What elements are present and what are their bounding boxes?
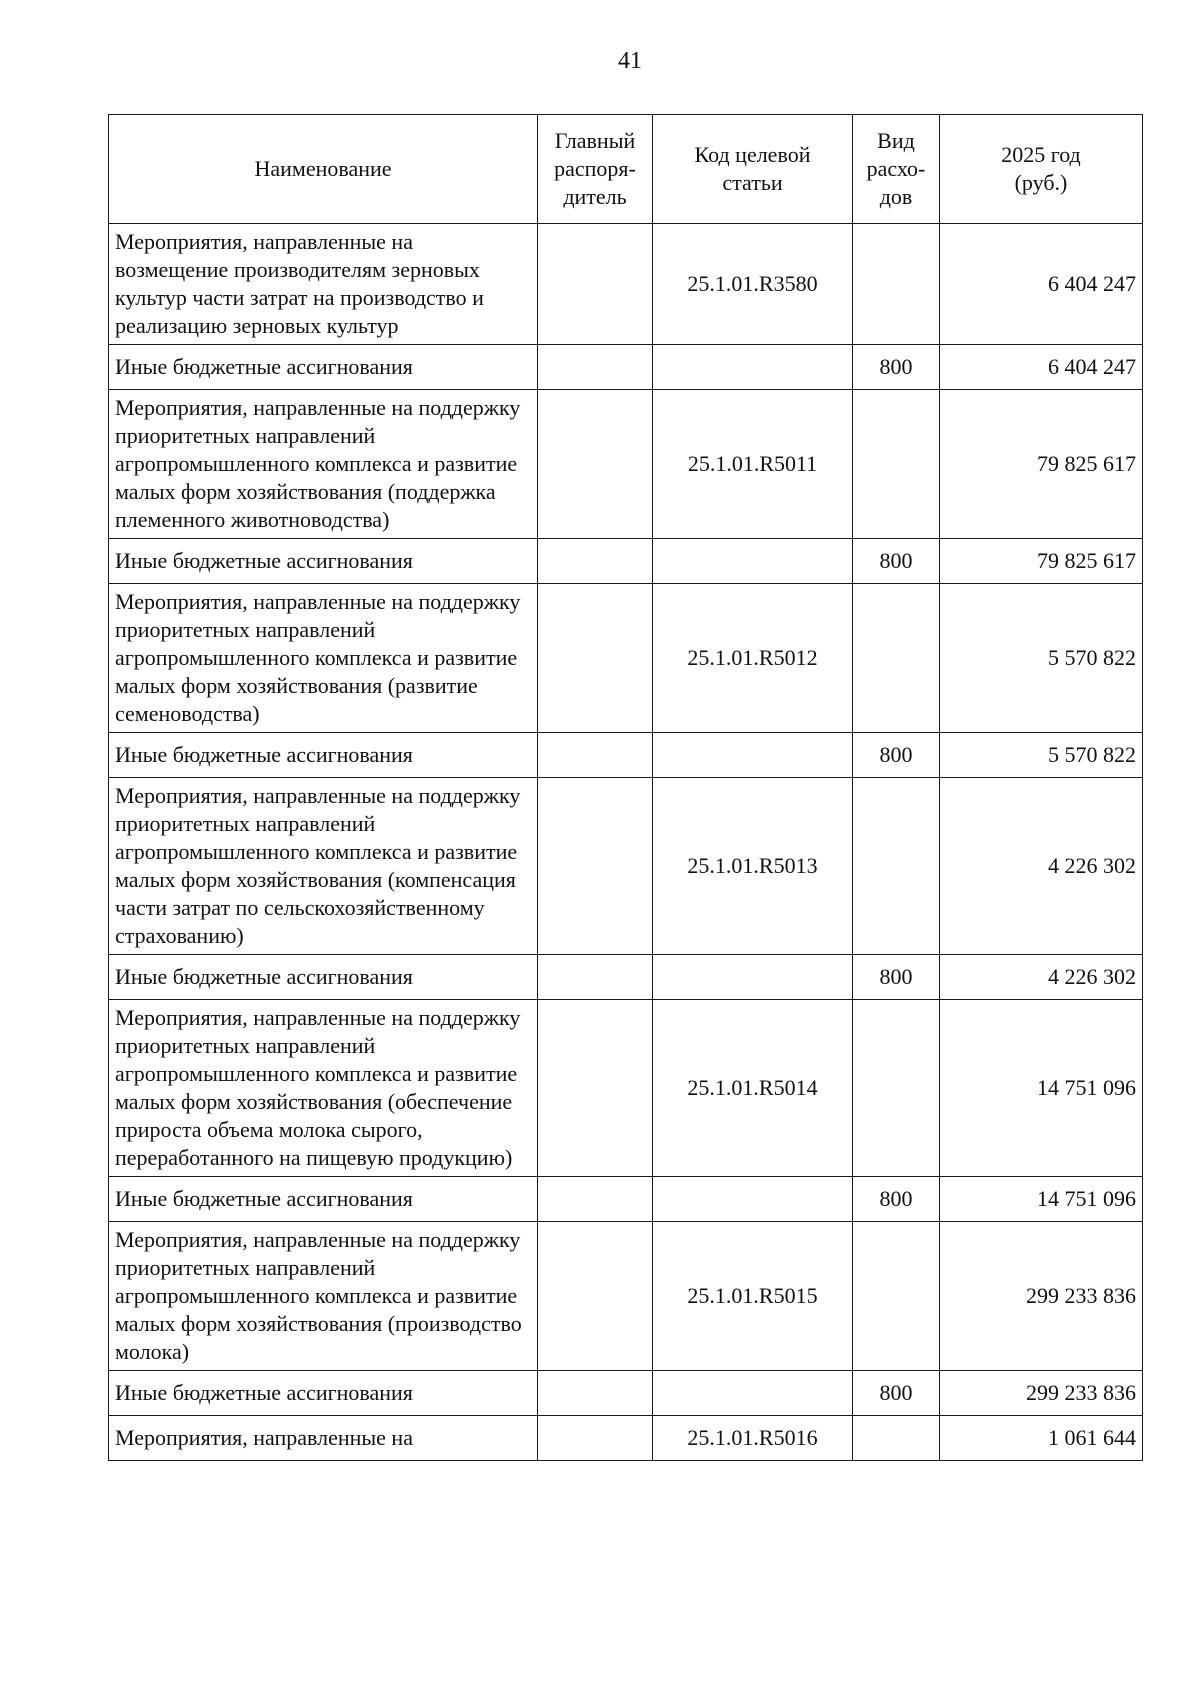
- row-expense-type: [853, 584, 940, 733]
- row-target-code: 25.1.01.R5014: [653, 1000, 853, 1177]
- row-amount: 79 825 617: [940, 390, 1143, 539]
- row-name: Иные бюджетные ассигнования: [109, 733, 538, 778]
- row-name: Мероприятия, направленные на: [109, 1416, 538, 1461]
- row-expense-type: [853, 390, 940, 539]
- table-row: [109, 224, 1143, 345]
- row-target-code: 25.1.01.R5016: [653, 1416, 853, 1461]
- row-target-code: [653, 345, 853, 390]
- row-amount: 4 226 302: [940, 778, 1143, 955]
- row-expense-type: 800: [853, 955, 940, 1000]
- header-main-manager: [538, 115, 653, 224]
- header-expense-type: [853, 115, 940, 224]
- row-target-code: 25.1.01.R5015: [653, 1222, 853, 1371]
- row-amount: 299 233 836: [940, 1222, 1143, 1371]
- row-target-code: [653, 539, 853, 584]
- row-name: Иные бюджетные ассигнования: [109, 1371, 538, 1416]
- table-row: [109, 955, 1143, 1000]
- header-year-line: (руб.): [1014, 170, 1068, 195]
- table-row: [109, 1177, 1143, 1222]
- row-main-manager: [538, 390, 653, 539]
- row-name: Мероприятия, направленные на поддержку приоритетных направлений агропромышленного комплекса и развитие малых форм хозяйствования (обеспечение прироста объема молока сырого, переработанного на пищевую продукцию): [109, 1000, 538, 1177]
- header-target-code-line: статьи: [722, 170, 783, 195]
- header-expense-type-line: расхо-: [866, 156, 926, 181]
- row-target-code: [653, 1177, 853, 1222]
- row-main-manager: [538, 955, 653, 1000]
- row-amount: 299 233 836: [940, 1371, 1143, 1416]
- budget-table: [108, 114, 1143, 1461]
- row-target-code: 25.1.01.R5013: [653, 778, 853, 955]
- row-expense-type: [853, 1416, 940, 1461]
- row-target-code: [653, 955, 853, 1000]
- header-main-manager-line: дитель: [563, 184, 627, 209]
- header-name-label: Наименование: [254, 156, 392, 181]
- row-target-code: [653, 733, 853, 778]
- row-expense-type: [853, 1000, 940, 1177]
- table-row: [109, 1371, 1143, 1416]
- row-name: Иные бюджетные ассигнования: [109, 955, 538, 1000]
- row-name: Мероприятия, направленные на поддержку приоритетных направлений агропромышленного комплекса и развитие малых форм хозяйствования (компенсация части затрат по сельскохозяйственному страхованию): [109, 778, 538, 955]
- header-main-manager-line: Главный: [554, 128, 636, 153]
- row-amount: 14 751 096: [940, 1000, 1143, 1177]
- row-expense-type: 800: [853, 1177, 940, 1222]
- table-row: [109, 390, 1143, 539]
- header-expense-type-line: Вид: [877, 128, 915, 153]
- row-name: Мероприятия, направленные на возмещение производителям зерновых культур части затрат на производство и реализацию зерновых культур: [109, 224, 538, 345]
- table-row: [109, 1222, 1143, 1371]
- table-row: [109, 778, 1143, 955]
- header-target-code: [653, 115, 853, 224]
- row-amount: 4 226 302: [940, 955, 1143, 1000]
- row-target-code: 25.1.01.R5011: [653, 390, 853, 539]
- row-name: Иные бюджетные ассигнования: [109, 1177, 538, 1222]
- row-main-manager: [538, 1371, 653, 1416]
- row-name: Мероприятия, направленные на поддержку приоритетных направлений агропромышленного комплекса и развитие малых форм хозяйствования (поддержка племенного животноводства): [109, 390, 538, 539]
- row-main-manager: [538, 224, 653, 345]
- row-expense-type: 800: [853, 1371, 940, 1416]
- page-number: 41: [618, 48, 642, 74]
- row-amount: 1 061 644: [940, 1416, 1143, 1461]
- row-amount: 6 404 247: [940, 224, 1143, 345]
- row-amount: 5 570 822: [940, 584, 1143, 733]
- row-main-manager: [538, 1222, 653, 1371]
- row-target-code: 25.1.01.R5012: [653, 584, 853, 733]
- row-name: Иные бюджетные ассигнования: [109, 539, 538, 584]
- row-main-manager: [538, 1416, 653, 1461]
- row-name: Мероприятия, направленные на поддержку приоритетных направлений агропромышленного комплекса и развитие малых форм хозяйствования (развитие семеноводства): [109, 584, 538, 733]
- header-year-2025: [940, 115, 1143, 224]
- row-main-manager: [538, 733, 653, 778]
- table-row: [109, 539, 1143, 584]
- row-main-manager: [538, 345, 653, 390]
- row-main-manager: [538, 539, 653, 584]
- table-row: [109, 345, 1143, 390]
- row-expense-type: 800: [853, 345, 940, 390]
- header-expense-type-line: дов: [879, 184, 913, 209]
- row-main-manager: [538, 1000, 653, 1177]
- row-name: Иные бюджетные ассигнования: [109, 345, 538, 390]
- header-year-line: 2025 год: [1001, 142, 1081, 167]
- row-amount: 79 825 617: [940, 539, 1143, 584]
- row-amount: 14 751 096: [940, 1177, 1143, 1222]
- row-expense-type: [853, 778, 940, 955]
- row-main-manager: [538, 778, 653, 955]
- row-target-code: [653, 1371, 853, 1416]
- row-expense-type: 800: [853, 733, 940, 778]
- row-target-code: 25.1.01.R3580: [653, 224, 853, 345]
- row-main-manager: [538, 584, 653, 733]
- row-amount: 5 570 822: [940, 733, 1143, 778]
- row-name: Мероприятия, направленные на поддержку приоритетных направлений агропромышленного комплекса и развитие малых форм хозяйствования (производство молока): [109, 1222, 538, 1371]
- row-main-manager: [538, 1177, 653, 1222]
- row-amount: 6 404 247: [940, 345, 1143, 390]
- table-row: [109, 584, 1143, 733]
- header-main-manager-line: распоря-: [554, 156, 636, 181]
- table-row: [109, 1416, 1143, 1461]
- row-expense-type: [853, 224, 940, 345]
- table-header-row: [109, 115, 1143, 224]
- row-expense-type: [853, 1222, 940, 1371]
- row-expense-type: 800: [853, 539, 940, 584]
- table-row: [109, 1000, 1143, 1177]
- header-target-code-line: Код целевой: [694, 142, 811, 167]
- header-name: [109, 115, 538, 224]
- table-row: [109, 733, 1143, 778]
